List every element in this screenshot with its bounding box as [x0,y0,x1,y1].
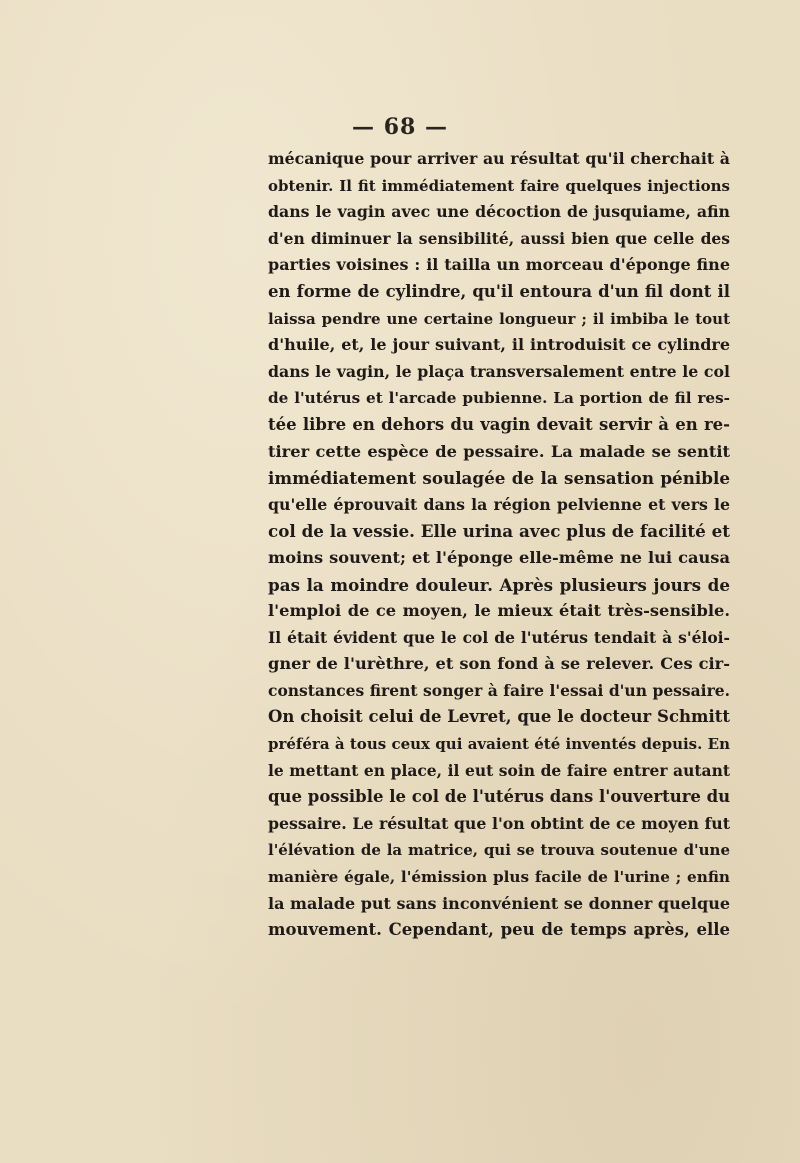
text-line: d'en diminuer la sensibilité, aussi bien que celle des [268,228,730,248]
text-line: qu'elle éprouvait dans la région pelvienne et vers le [268,494,730,514]
text-line: pessaire. Le résultat que l'on obtint de ce moyen fut [268,813,730,833]
text-line: manière égale, l'émission plus facile de l'urine ; enfin [268,868,730,887]
text-line: Il était évident que le col de l'utérus tendait à s'éloi- [268,627,730,647]
text-line: d'huile, et, le jour suivant, il introduisit ce cylindre [268,335,730,355]
text-line: constances firent songer à faire l'essai d'un pessaire. [268,680,730,700]
text-line: de l'utérus et l'arcade pubienne. La portion de fil res- [268,389,730,408]
text-line: col de la vessie. Elle urina avec plus de facilité et [268,521,730,542]
text-line: mécanique pour arriver au résultat qu'il cherchait à [268,149,730,168]
text-line: immédiatement soulagée de la sensation pénible [268,468,730,489]
text-line: le mettant en place, il eut soin de faire entrer autant [268,760,730,780]
text-line: parties voisines : il tailla un morceau d'éponge fine [268,255,730,275]
text-line: laissa pendre une certaine longueur ; il imbiba le tout [268,309,730,328]
text-line: la malade put sans inconvénient se donner quelque [268,893,730,913]
text-line: l'emploi de ce moyen, le mieux était très-sensible. [268,601,730,621]
text-line: moins souvent; et l'éponge elle-même ne lui causa [268,547,730,567]
text-line: obtenir. Il fit immédiatement faire quelques injections [268,176,730,195]
body-text [268,146,730,944]
text-line: mouvement. Cependant, peu de temps après, elle [268,920,730,940]
text-line: préféra à tous ceux qui avaient été inventés depuis. En [268,735,730,754]
text-line: l'élévation de la matrice, qui se trouva soutenue d'une [268,841,730,860]
text-line: pas la moindre douleur. Après plusieurs jours de [268,574,730,595]
text-line: que possible le col de l'utérus dans l'ouverture du [268,787,730,807]
page-number: — 68 — [352,114,448,140]
text-line: dans le vagin avec une décoction de jusquiame, afin [268,202,730,222]
text-line: On choisit celui de Levret, que le docteur Schmitt [268,707,730,727]
text-line: tirer cette espèce de pessaire. La malade se sentit [268,441,730,461]
text-line: gner de l'urèthre, et son fond à se relever. Ces cir- [268,654,730,674]
text-line: tée libre en dehors du vagin devait servir à en re- [268,414,730,434]
text-line: en forme de cylindre, qu'il entoura d'un fil dont il [268,281,730,301]
text-line: dans le vagin, le plaça transversalement entre le col [268,361,730,381]
